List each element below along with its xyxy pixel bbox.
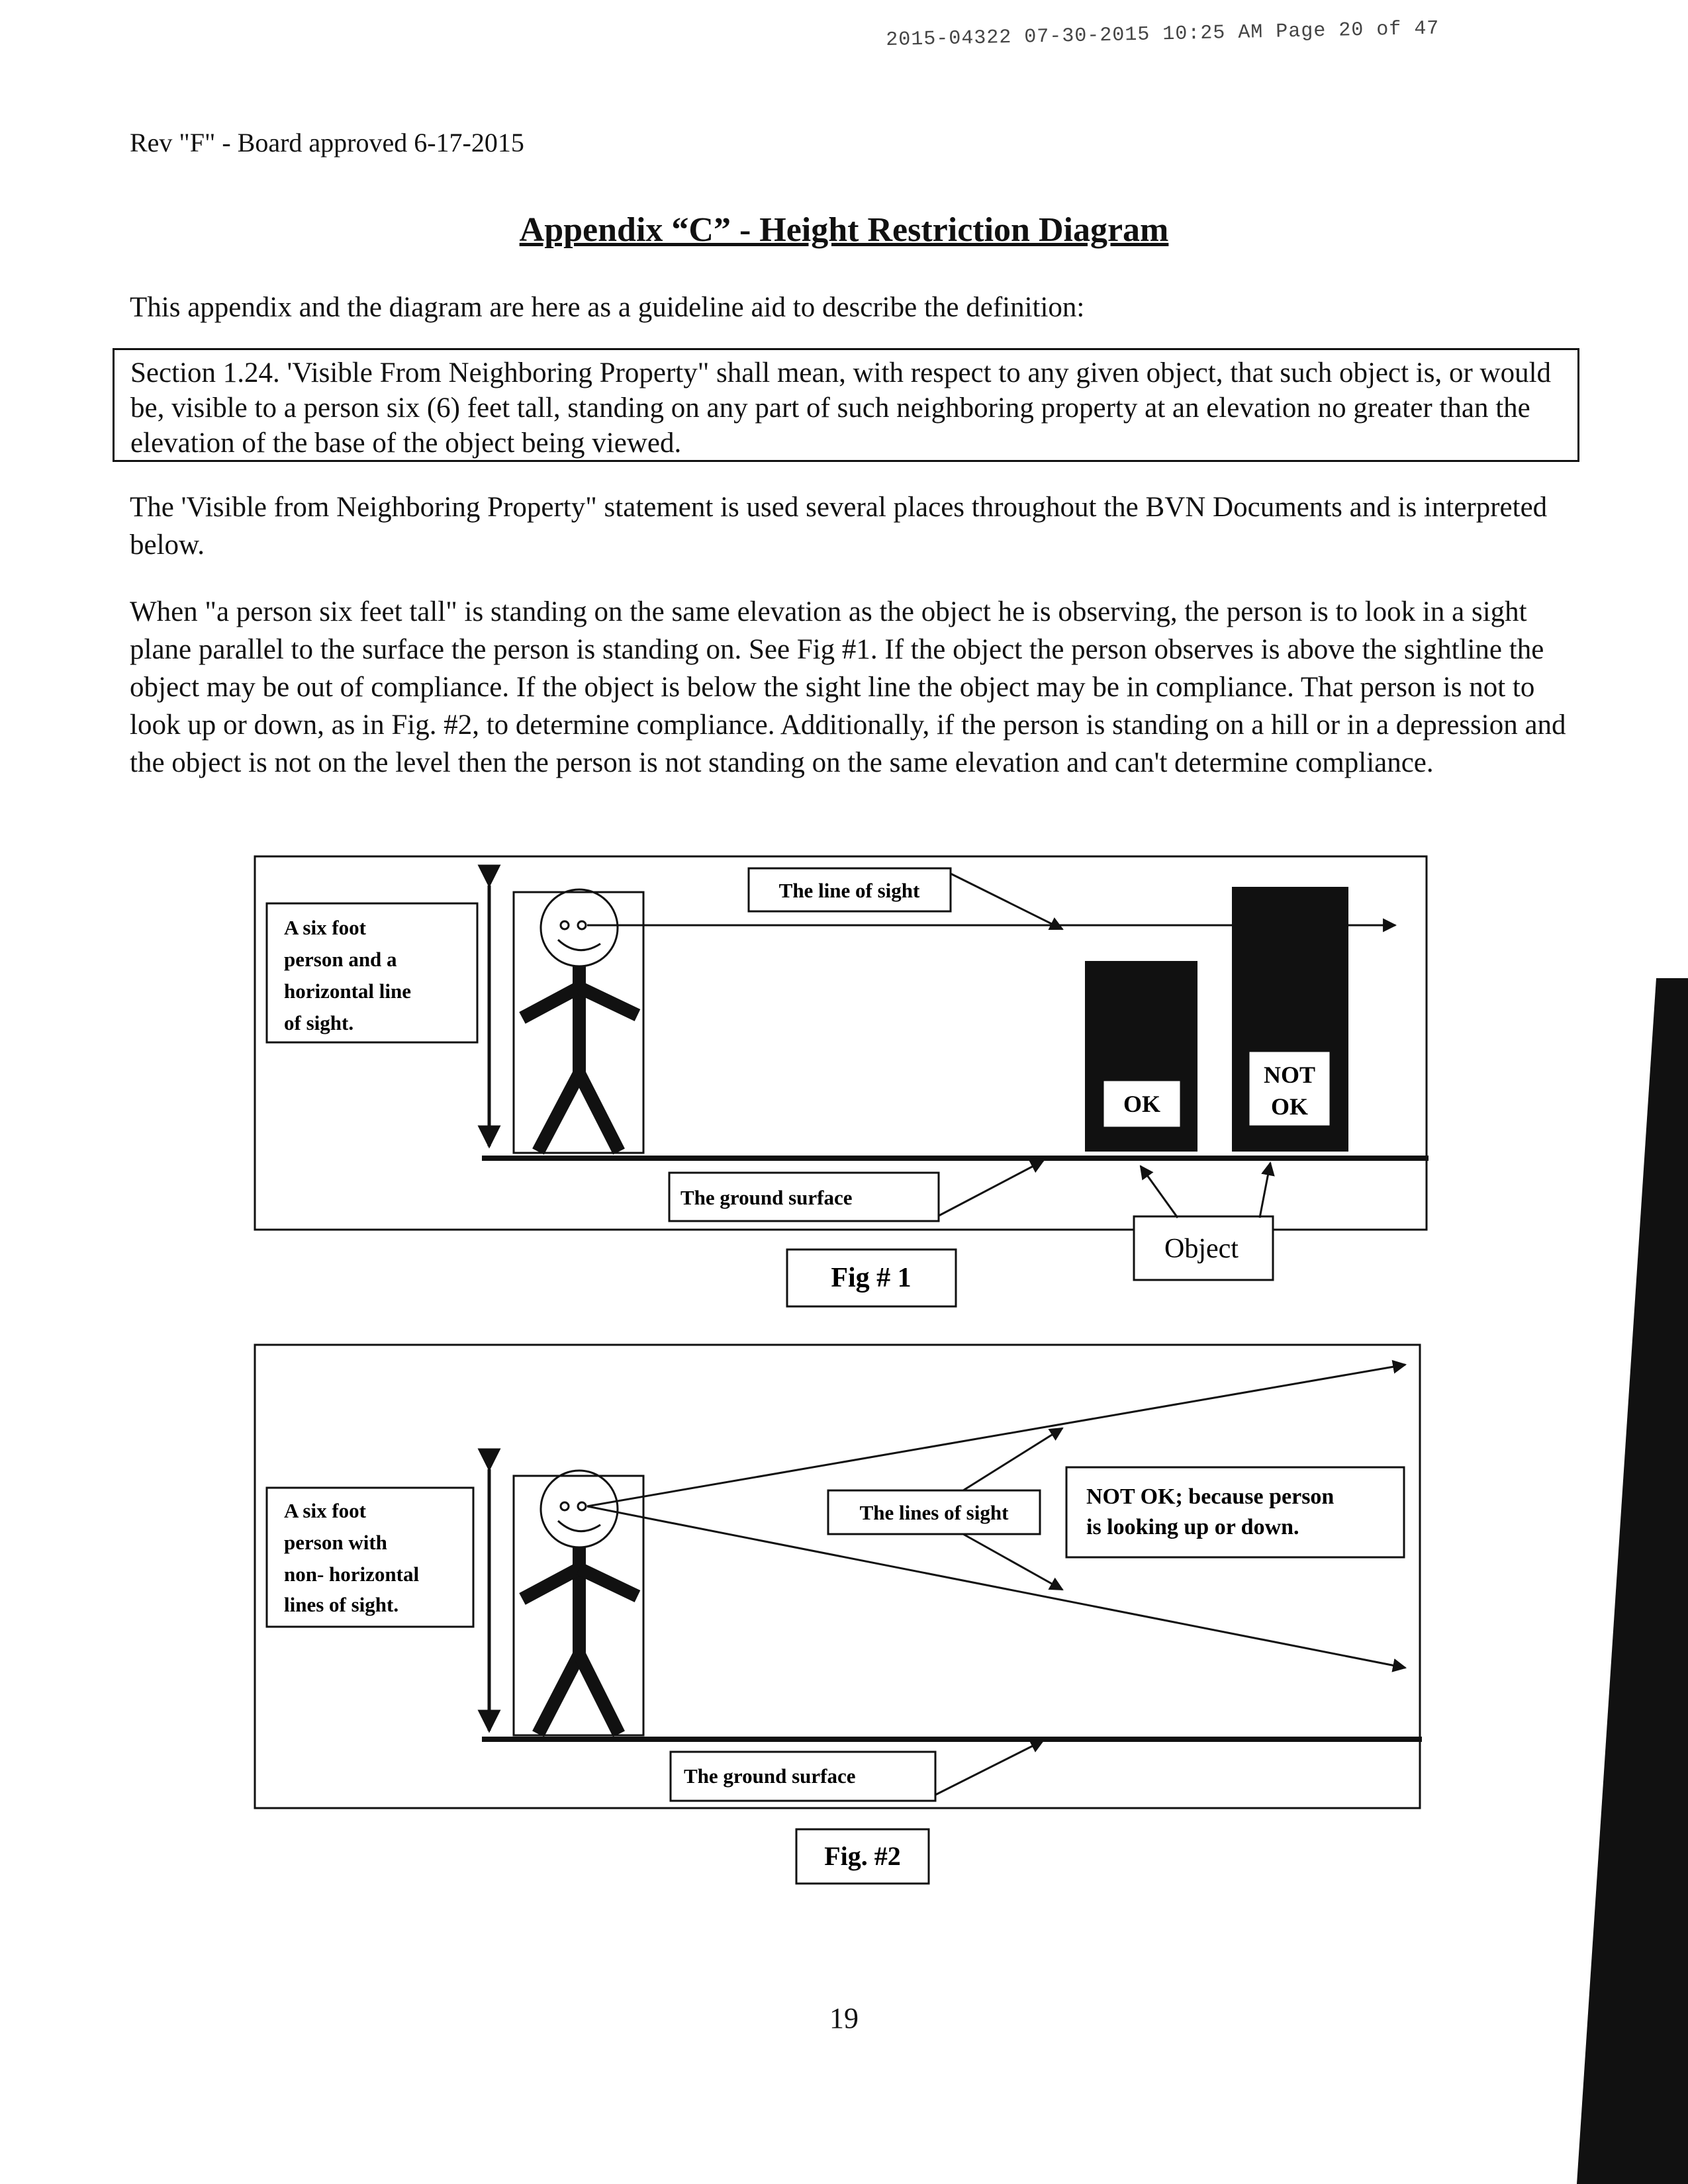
statement-paragraph: The 'Visible from Neighboring Property" statement is used several places throughout the BVN Documents and is interpreted below. (130, 492, 1548, 561)
object-not-ok-label-line-2: OK (1270, 1093, 1309, 1120)
person-label-line-2: person and a (284, 948, 397, 971)
person-label-2-line-2: person with (284, 1531, 387, 1554)
stick-figure (522, 889, 637, 1152)
explanation-paragraph: When "a person six feet tall" is standing on the same elevation as the object he is observing, the person is to look in a sight plane parallel to the surface the person is standing on. See Fig #1. If the object the person observes is above the sightline the object may be out of compliance. If the object is below the sight line the object may be in compliance. That person is not to look up or down, as in Fig. #2, to determine compliance. Additionally, if the person is standing on a hill or in a depression and the object is not on the level then the person is not standing on the same elevation and can't determine compliance. (130, 596, 1566, 778)
note-line-1: NOT OK; because person (1086, 1484, 1335, 1509)
intro-paragraph: This appendix and the diagram are here as a guideline aid to describe the definition: (130, 292, 1085, 323)
lines-of-sight-pointer-up (963, 1428, 1062, 1490)
lines-of-sight-label: The lines of sight (859, 1501, 1009, 1524)
ground-label: The ground surface (680, 1186, 853, 1209)
line-of-sight-label: The line of sight (778, 879, 920, 902)
object-label: Object (1164, 1234, 1239, 1264)
person-label-line-4: of sight. (284, 1011, 354, 1034)
revision-note: Rev "F" - Board approved 6-17-2015 (130, 128, 524, 158)
ground-pointer (939, 1161, 1043, 1216)
line-of-sight-pointer (951, 874, 1062, 929)
person-label-2-line-1: A six foot (284, 1499, 366, 1522)
scan-edge-shadow (1577, 978, 1688, 2184)
page-number: 19 (829, 2002, 859, 2034)
note-box (1066, 1467, 1404, 1557)
object-not-ok-label-line-1: NOT (1263, 1062, 1316, 1088)
ground-pointer-2 (935, 1741, 1043, 1795)
person-label-2-line-3: non- horizontal (284, 1563, 420, 1586)
lines-of-sight-pointer-down (963, 1534, 1062, 1590)
definition-box (113, 348, 1579, 462)
figure-2 (254, 1343, 1432, 1899)
figure-1-caption: Fig # 1 (831, 1263, 912, 1293)
definition-text: Section 1.24. 'Visible From Neighboring Property" shall mean, with respect to any given object, that such object is, or would be, visible to a person six (6) feet tall, standing on any part of such neighboring property at an elevation no greater than the elevation of the base of the object being viewed. (130, 357, 1552, 459)
figure-1 (254, 855, 1432, 1312)
figure-2-caption: Fig. #2 (824, 1841, 901, 1871)
page-title: Appendix “C” - Height Restriction Diagram (519, 211, 1169, 249)
object-pointer-not-ok (1260, 1163, 1270, 1218)
person-label-line-1: A six foot (284, 916, 366, 939)
object-ok-label: OK (1123, 1091, 1161, 1117)
object-pointer-ok (1141, 1166, 1178, 1218)
note-line-2: is looking up or down. (1086, 1515, 1299, 1539)
ground-label-2: The ground surface (684, 1764, 856, 1788)
person-label-2-line-4: lines of sight. (284, 1593, 399, 1616)
stick-figure-2 (522, 1471, 637, 1734)
fax-stamp: 2015-04322 07-30-2015 10:25 AM Page 20 of 47 (886, 17, 1440, 52)
person-label-line-3: horizontal line (284, 979, 412, 1003)
